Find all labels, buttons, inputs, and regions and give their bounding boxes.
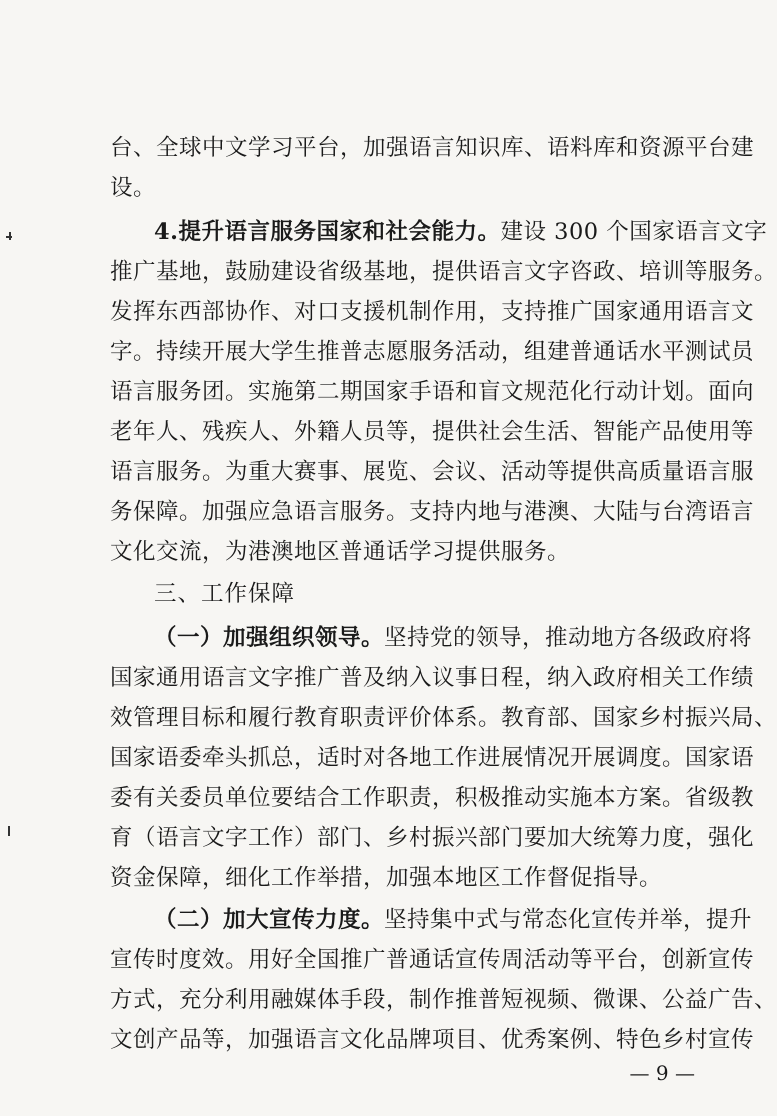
paragraph-line: 国家语委牵头抓总，适时对各地工作进展情况开展调度。国家语: [110, 745, 755, 771]
bold-item-heading: （一）加强组织领导。: [154, 625, 385, 651]
paragraph-line: 台、全球中文学习平台，加强语言知识库、语料库和资源平台建: [110, 135, 755, 161]
paragraph-line: 委有关委员单位要结合工作职责，积极推动实施本方案。省级教: [110, 785, 755, 811]
paragraph-line: 4.提升语言服务国家和社会能力。建设 300 个国家语言文字: [154, 219, 768, 245]
paragraph-line: 文化交流，为港澳地区普通话学习提供服务。: [110, 539, 571, 565]
page-number: — 9 —: [629, 1061, 695, 1085]
section-heading: 三、工作保障: [154, 581, 296, 607]
paragraph-line: 设。: [110, 175, 157, 201]
paragraph-line: 文创产品等，加强语言文化品牌项目、优秀案例、特色乡村宣传: [110, 1027, 755, 1053]
paragraph-line: 资金保障，细化工作举措，加强本地区工作督促指导。: [110, 865, 663, 891]
paragraph-line: （一）加强组织领导。坚持党的领导，推动地方各级政府将: [154, 625, 753, 651]
paragraph-line: 务保障。加强应急语言服务。支持内地与港澳、大陆与台湾语言: [110, 499, 755, 525]
paragraph-line: 效管理目标和履行教育职责评价体系。教育部、国家乡村振兴局、: [110, 705, 777, 731]
paragraph-line: 推广基地，鼓励建设省级基地，提供语言文字咨政、培训等服务。: [110, 259, 777, 285]
paragraph-line: 发挥东西部协作、对口支援机制作用，支持推广国家通用语言文: [110, 299, 755, 325]
paragraph-line: 语言服务团。实施第二期国家手语和盲文规范化行动计划。面向: [110, 379, 755, 405]
bold-item-heading: 4.提升语言服务国家和社会能力。: [154, 219, 501, 245]
paragraph-line: （二）加大宣传力度。坚持集中式与常态化宣传并举，提升: [154, 907, 753, 933]
paragraph-line: 老年人、残疾人、外籍人员等，提供社会生活、智能产品使用等: [110, 419, 755, 445]
paragraph-line: 方式，充分利用融媒体手段，制作推普短视频、微课、公益广告、: [110, 987, 777, 1013]
bold-item-heading: （二）加大宣传力度。: [154, 907, 385, 933]
paragraph-line: 育（语言文字工作）部门、乡村振兴部门要加大统筹力度，强化: [110, 825, 755, 851]
paragraph-line: 字。持续开展大学生推普志愿服务活动，组建普通话水平测试员: [110, 339, 755, 365]
scan-mark: [8, 826, 10, 836]
paragraph-line: 国家通用语言文字推广普及纳入议事日程，纳入政府相关工作绩: [110, 665, 755, 691]
scan-mark: [9, 232, 11, 240]
paragraph-line: 宣传时度效。用好全国推广普通话宣传周活动等平台，创新宣传: [110, 947, 755, 973]
paragraph-line: 语言服务。为重大赛事、展览、会议、活动等提供高质量语言服: [110, 459, 755, 485]
